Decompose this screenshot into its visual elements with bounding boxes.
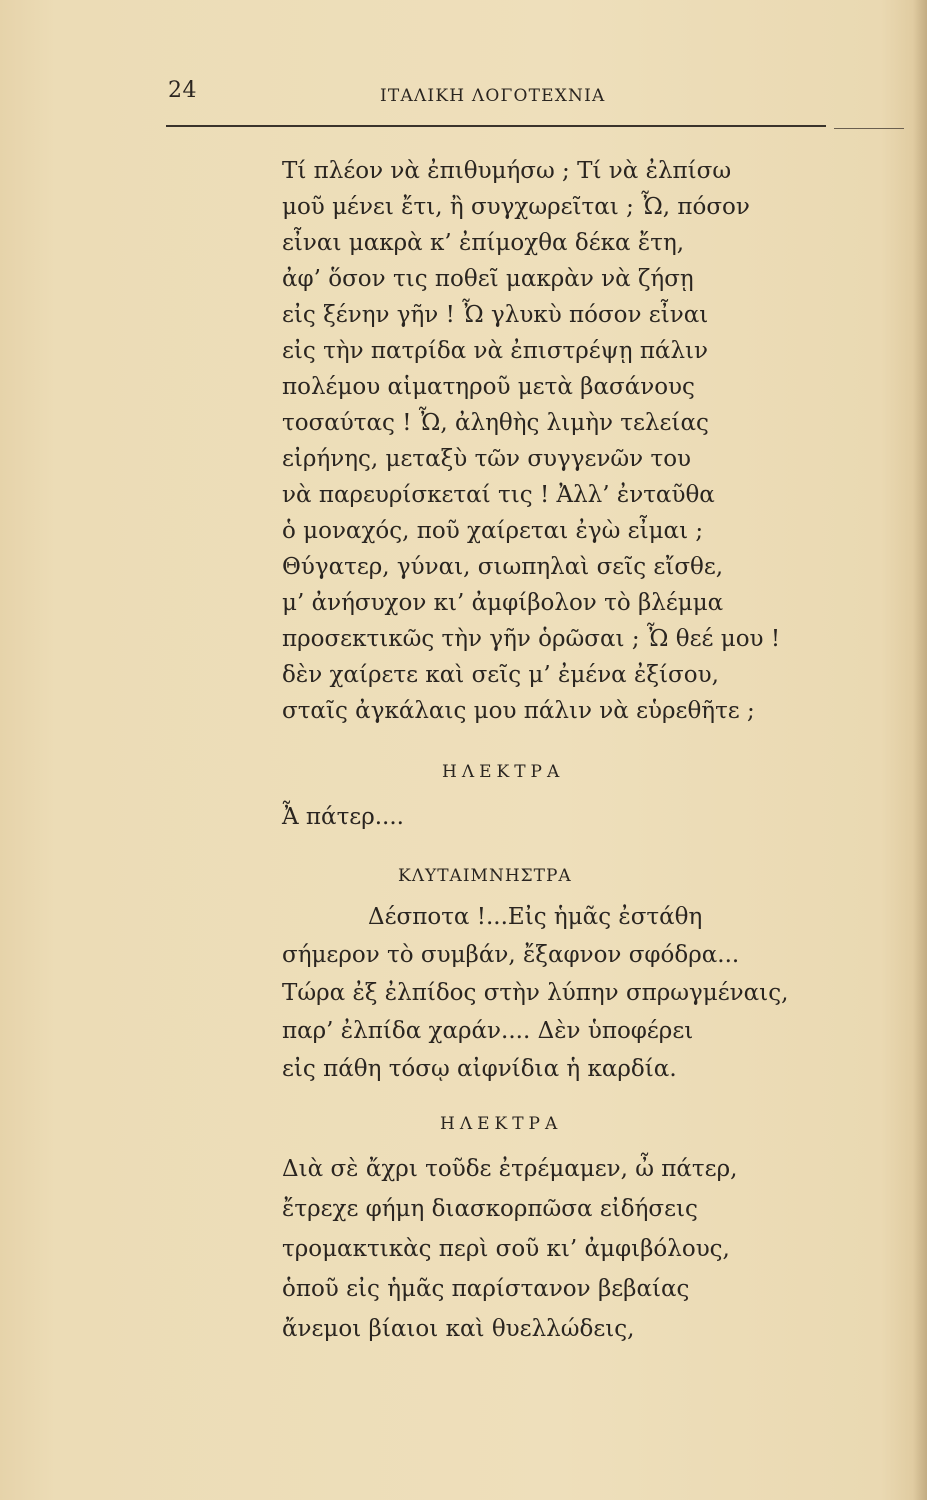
header-rule-extension xyxy=(834,128,904,129)
verse-line: Τί πλέον νὰ ἐπιθυμήσω ; Τί νὰ ἐλπίσω xyxy=(282,158,732,184)
verse-line: εἰς τὴν πατρίδα νὰ ἐπιστρέψῃ πάλιν xyxy=(282,338,709,364)
verse-line: Διὰ σὲ ἄχρι τοῦδε ἐτρέμαμεν, ὦ πάτερ, xyxy=(282,1156,738,1182)
verse-line: εἰς πάθη τόσῳ αἰφνίδια ἡ καρδία. xyxy=(282,1056,677,1082)
verse-line: σήμερον τὸ συμβάν, ἔξαφνον σφόδρα... xyxy=(282,942,740,968)
page-edge-shadow xyxy=(913,0,927,1500)
verse-line: ἄνεμοι βίαιοι καὶ θυελλώδεις, xyxy=(282,1316,635,1342)
verse-line: νὰ παρευρίσκεταί τις ! Ἀλλ’ ἐνταῦθα xyxy=(282,482,715,508)
verse-line: εἰρήνης, μεταξὺ τῶν συγγενῶν του xyxy=(282,446,692,472)
verse-line: ὁποῦ εἰς ἡμᾶς παρίστανον βεβαίας xyxy=(282,1276,690,1302)
verse-line: εἰς ξένην γῆν ! Ὦ γλυκὺ πόσον εἶναι xyxy=(282,302,709,328)
running-title: ΙΤΑΛΙΚΗ ΛΟΓΟΤΕΧΝΙΑ xyxy=(380,86,606,106)
speaker-name: ΚΛΥΤΑΙΜΝΗΣΤΡΑ xyxy=(398,866,572,886)
verse-line: προσεκτικῶς τὴν γῆν ὁρῶσαι ; Ὦ θεέ μου ! xyxy=(282,626,781,652)
verse-line: τρομακτικὰς περὶ σοῦ κι’ ἀμφιβόλους, xyxy=(282,1236,730,1262)
speaker-name: ΗΛΕΚΤΡΑ xyxy=(440,1114,563,1134)
verse-line: σταῖς ἀγκάλαις μου πάλιν νὰ εὑρεθῆτε ; xyxy=(282,698,755,724)
verse-line: Δέσποτα !...Εἰς ἡμᾶς ἐστάθη xyxy=(368,904,703,930)
verse-line: δὲν χαίρετε καὶ σεῖς μ’ ἐμένα ἐξίσου, xyxy=(282,662,719,688)
page-number: 24 xyxy=(168,78,197,103)
verse-line: μοῦ μένει ἔτι, ἢ συγχωρεῖται ; Ὦ, πόσον xyxy=(282,194,750,220)
verse-line: ἔτρεχε φήμη διασκορπῶσα εἰδήσεις xyxy=(282,1196,698,1222)
verse-line: ὁ μοναχός, ποῦ χαίρεται ἐγὼ εἶμαι ; xyxy=(282,518,704,544)
verse-line: τοσαύτας ! Ὦ, ἀληθὴς λιμὴν τελείας xyxy=(282,410,709,436)
speaker-name: ΗΛΕΚΤΡΑ xyxy=(442,762,565,782)
verse-line: Τώρα ἐξ ἐλπίδος στὴν λύπην σπρωγμέναις, xyxy=(282,980,789,1006)
header-rule xyxy=(166,125,826,127)
verse-line: μ’ ἀνήσυχον κι’ ἀμφίβολον τὸ βλέμμα xyxy=(282,590,724,616)
verse-line: Ἆ πάτερ.... xyxy=(282,804,404,830)
verse-line: Θύγατερ, γύναι, σιωπηλαὶ σεῖς εἴσθε, xyxy=(282,554,724,580)
verse-line: παρ’ ἐλπίδα χαράν.... Δὲν ὑποφέρει xyxy=(282,1018,694,1044)
verse-line: ἀφ’ ὅσον τις ποθεῖ μακρὰν νὰ ζήσῃ xyxy=(282,266,694,292)
verse-line: εἶναι μακρὰ κ’ ἐπίμοχθα δέκα ἔτη, xyxy=(282,230,685,256)
verse-line: πολέμου αἱματηροῦ μετὰ βασάνους xyxy=(282,374,695,400)
